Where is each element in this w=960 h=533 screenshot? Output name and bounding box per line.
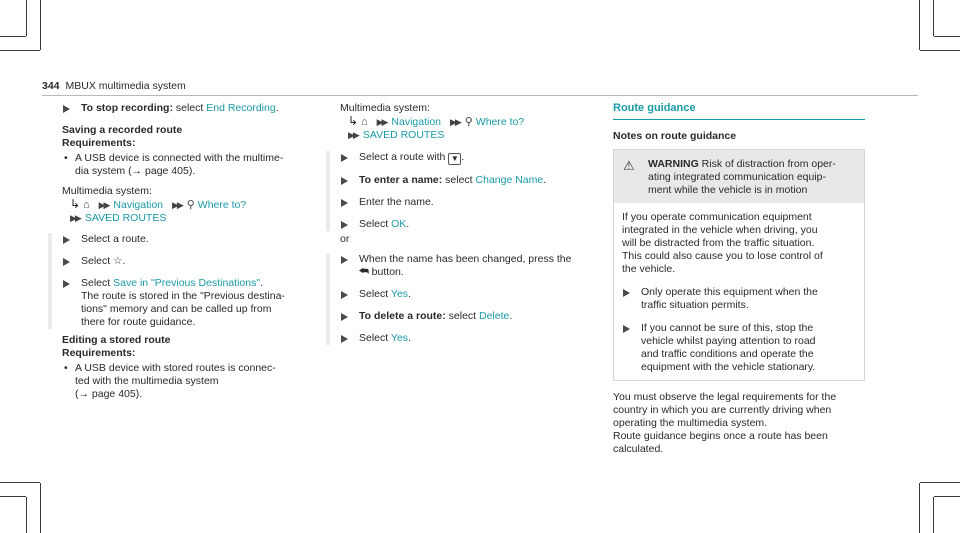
where-to-link[interactable]: Where to? (475, 116, 525, 128)
column-left (62, 102, 324, 401)
home-icon: ⌂ (360, 116, 368, 128)
page-title: MBUX multimedia system (65, 80, 186, 92)
header-rule (42, 95, 918, 96)
chevron-icon: ▶▶ (70, 213, 80, 223)
step-bar (326, 151, 602, 231)
page-number: 344 (42, 80, 60, 92)
notes-heading: Notes on route guidance (613, 130, 737, 142)
step-select-route: Select a route. (62, 233, 324, 246)
step-bar (48, 233, 324, 329)
step-enter-the-name: Enter the name. (340, 196, 602, 209)
chevron-icon: ▶▶ (348, 130, 358, 140)
column-right (613, 102, 865, 456)
list-item: • A USB device is connected with the multime- dia system (→ page 405). (62, 152, 324, 178)
crop-mark (0, 482, 40, 483)
back-icon[interactable]: ⮪ (359, 266, 369, 278)
crop-mark (934, 36, 960, 37)
end-recording-link[interactable]: End Recording (206, 102, 276, 114)
crop-mark (0, 36, 26, 37)
search-icon: ⚲ (186, 199, 195, 211)
page-header (42, 80, 186, 93)
crop-mark (0, 50, 40, 51)
yes-link[interactable]: Yes (390, 288, 409, 300)
crop-mark (920, 482, 960, 483)
multimedia-label: Multimedia system: (62, 185, 152, 197)
requirements-label: Requirements: (62, 137, 136, 149)
heading-saving: Saving a recorded route (62, 124, 183, 136)
chevron-icon: ▶▶ (171, 200, 182, 210)
section-title: Route guidance (613, 102, 696, 114)
menu-path (340, 115, 602, 129)
step-select-ok: Select OK. (340, 218, 602, 231)
yes-link[interactable]: Yes (390, 332, 409, 344)
chevron-icon: ▶▶ (449, 117, 460, 127)
where-to-link[interactable]: Where to? (197, 199, 247, 211)
info-paragraph: You must observe the legal requirements for the country in which you are currently driving when operating the multimedia system. Route guidance begins once a route has been calculated. (613, 391, 837, 455)
nav-link[interactable]: Navigation (391, 116, 442, 128)
warning-header: ⚠ WARNING Risk of distraction from oper- ating integrated communication equip- ment while the vehicle is in motion (614, 150, 864, 203)
menu-path (62, 198, 324, 212)
requirements-label: Requirements: (62, 347, 136, 359)
step-select-yes: Select Yes. (340, 288, 602, 301)
ref-arrow-icon: → (78, 388, 89, 400)
or-text: or (340, 233, 350, 245)
warning-body: If you operate communication equipment integrated in the vehicle when driving, you will be distracted from the traffic situation. This could also cause you to lose control of the vehicle. Only operate this equipment when the traffic situation permits. If you cannot be sure of this, stop the vehicle whilst paying attention to road and traffic conditions and operate the equipment with the vehicle stationary. (614, 203, 864, 380)
scroll-down-icon[interactable]: ▼ (448, 153, 461, 165)
chevron-icon: ▶▶ (98, 200, 109, 210)
step-enter-name: To enter a name: select Change Name. (340, 174, 602, 187)
saved-routes-link[interactable]: SAVED ROUTES (362, 129, 445, 141)
menu-path-2 (62, 212, 324, 225)
star-icon[interactable]: ☆ (113, 255, 123, 267)
home-icon: ⌂ (82, 199, 90, 211)
menu-path-2 (340, 129, 602, 142)
search-icon: ⚲ (464, 116, 473, 128)
column-middle (340, 102, 602, 345)
section-rule (613, 119, 865, 120)
crop-mark (26, 0, 27, 36)
warning-box (613, 149, 865, 381)
crop-mark (40, 483, 41, 533)
step-select-star: Select ☆. (62, 255, 324, 268)
change-name-link[interactable]: Change Name (475, 174, 544, 186)
step-bar (326, 253, 602, 345)
save-in-previous-link[interactable]: Save in "Previous Destinations" (113, 277, 261, 289)
ref-arrow-icon: → (131, 165, 143, 177)
step-stop-recording: To stop recording: select End Recording. (62, 102, 324, 115)
crop-mark (919, 0, 920, 50)
multimedia-label: Multimedia system: (340, 102, 430, 114)
crop-mark (0, 496, 26, 497)
warning-icon: ⚠ (623, 158, 635, 173)
crop-mark (934, 496, 960, 497)
list-item: • A USB device with stored routes is connec- ted with the multimedia system (→ page 405). (62, 362, 324, 401)
crop-mark (933, 0, 934, 36)
crop-mark (919, 483, 920, 533)
step-press-back: When the name has been changed, press the ⮪ button. (340, 253, 602, 279)
crop-mark (26, 497, 27, 533)
warning-step: Only operate this equipment when the traffic situation permits. (622, 286, 856, 312)
nav-link[interactable]: Navigation (113, 199, 164, 211)
warning-step: If you cannot be sure of this, stop the vehicle whilst paying attention to road and traffic conditions and operate the equipment with the vehicle stationary. (622, 322, 856, 374)
enter-arrow-icon: ↳ (348, 114, 359, 128)
step-delete-route: To delete a route: select Delete. (340, 310, 602, 323)
delete-link[interactable]: Delete (479, 310, 510, 322)
step-select-route-with: Select a route with ▼ . (340, 151, 602, 165)
enter-arrow-icon: ↳ (70, 197, 81, 211)
crop-mark (933, 497, 934, 533)
step-select-yes: Select Yes. (340, 332, 602, 345)
step-save-prev: Select Save in "Previous Destinations". The route is stored in the "Previous destina- tions" memory and can be called up from there for route guidance. (62, 277, 324, 329)
chevron-icon: ▶▶ (376, 117, 387, 127)
crop-mark (920, 50, 960, 51)
heading-editing: Editing a stored route (62, 334, 171, 346)
ok-link[interactable]: OK (391, 218, 407, 230)
crop-mark (40, 0, 41, 50)
saved-routes-link[interactable]: SAVED ROUTES (84, 212, 167, 224)
